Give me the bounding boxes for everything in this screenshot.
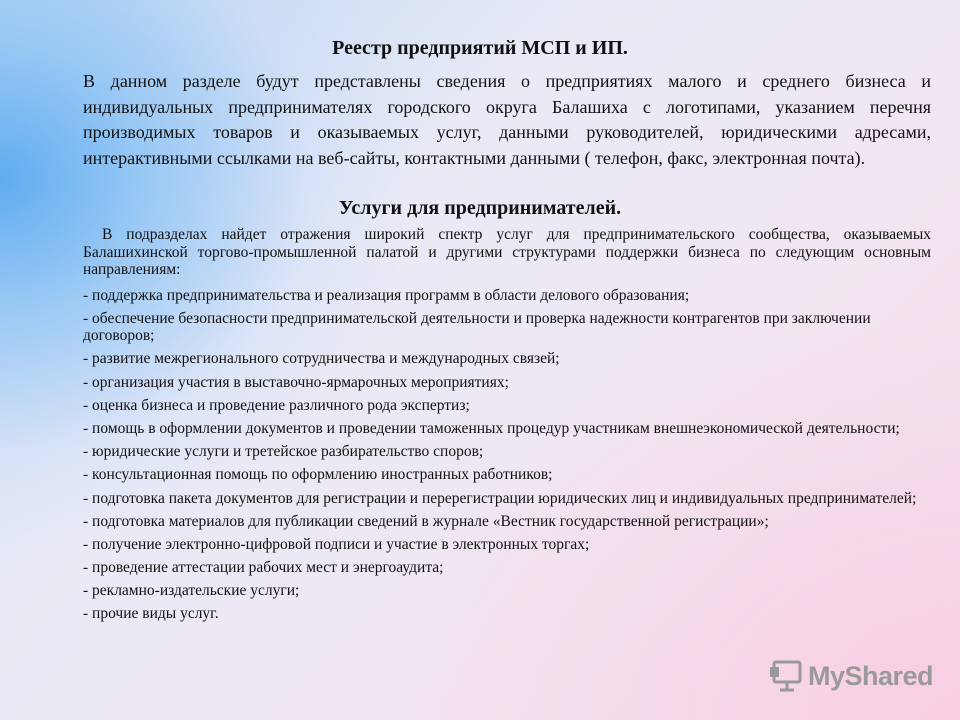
list-item: - подготовка материалов для публикации сведений в журнале «Вестник государственной регистрации»;: [83, 512, 769, 530]
list-item: - оценка бизнеса и проведение различного рода экспертиз;: [83, 396, 470, 414]
list-item: - получение электронно-цифровой подписи и участие в электронных торгах;: [83, 535, 590, 553]
list-item: - прочие виды услуг.: [83, 605, 219, 623]
list-item: - обеспечение безопасности предпринимательской деятельности и проверка надежности контрагентов при заключении договоров;: [83, 310, 871, 345]
section-title: Услуги для предпринимателей.: [338, 197, 622, 219]
list-item: - проведение аттестации рабочих мест и энергоаудита;: [83, 559, 444, 577]
list-item: - организация участия в выставочно-ярмарочных мероприятиях;: [83, 373, 509, 391]
intro-text: В данном разделе будут представлены сведения о предприятиях малого и среднего бизнеса и индивидуальных предпринимателях городского округа Балашиха с логотипами, указанием перечня производимых товаров и оказываемых услуг, данными руководителей, юридическими адресами, интерактивными ссылками на веб-сайты, контактными данными ( телефон, факс, электронная почта).: [83, 71, 931, 168]
list-item: - консультационная помощь по оформлению иностранных работников;: [83, 466, 553, 484]
list-item: - развитие межрегионального сотрудничества и международных связей;: [83, 350, 560, 368]
services-list: [83, 287, 923, 629]
watermark-text: MyShared: [808, 660, 934, 691]
page-title: Реестр предприятий МСП и ИП.: [332, 37, 628, 59]
intro-paragraph: [83, 69, 931, 171]
list-item: - подготовка пакета документов для регистрации и перерегистрации юридических лиц и индивидуальных предпринимателей;: [83, 489, 917, 507]
list-item: - юридические услуги и третейское разбирательство споров;: [83, 443, 484, 461]
list-item: - поддержка предпринимательства и реализация программ в области делового образования;: [83, 287, 690, 304]
list-item: - рекламно-издательские услуги;: [83, 582, 300, 600]
services-intro: В подразделах найдет отражения широкий спектр услуг для предпринимательского сообщества, оказываемых Балашихинской торгово-промышленной палатой и другими структурами поддержки бизнеса по следующим основным направлениям:: [83, 226, 931, 278]
list-item: - помощь в оформлении документов и проведении таможенных процедур участникам внешнеэкономической деятельности;: [83, 419, 900, 437]
presentation-icon: [768, 658, 804, 694]
watermark: [768, 656, 938, 696]
